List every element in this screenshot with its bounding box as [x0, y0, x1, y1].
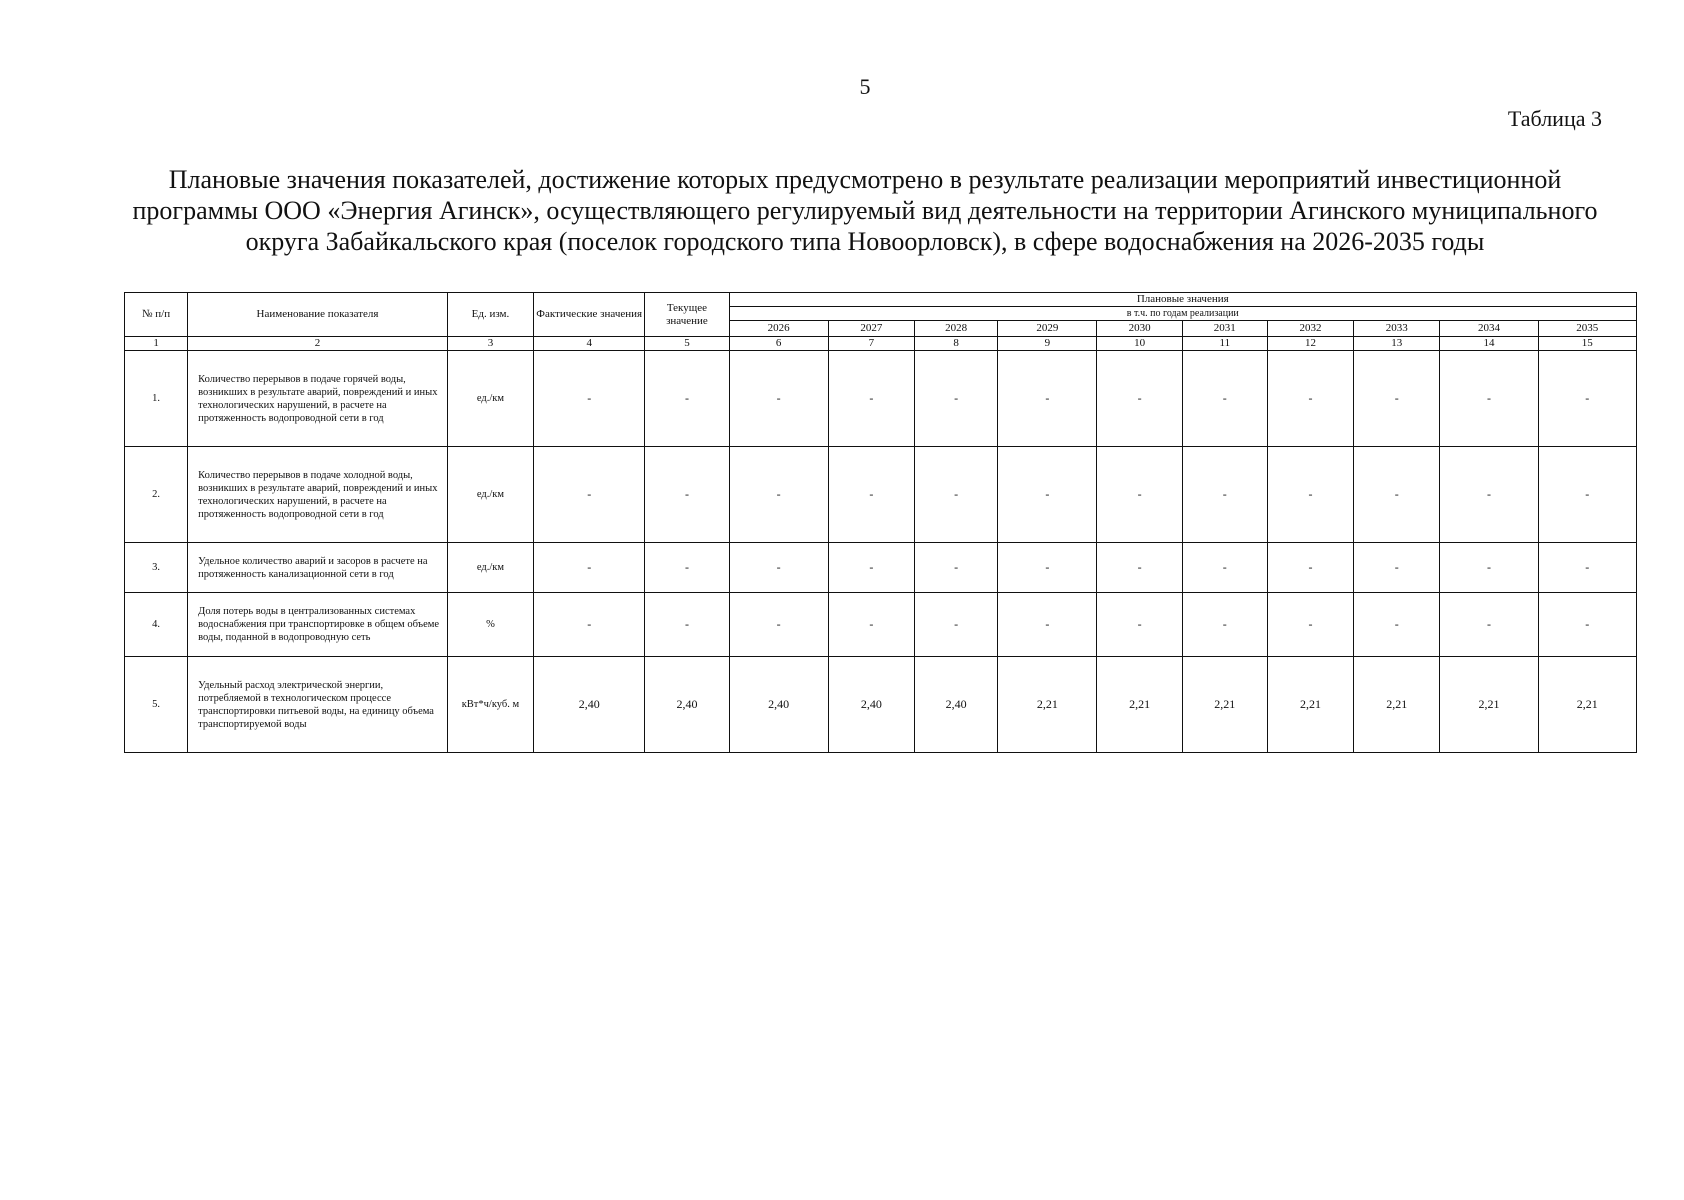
value-cell: -: [1097, 593, 1182, 657]
column-number: 15: [1538, 337, 1636, 351]
header-name: Наименование показателя: [188, 293, 448, 337]
table-body: [125, 337, 1637, 753]
value-cell: -: [645, 593, 729, 657]
header-actual: Фактические значения: [534, 293, 645, 337]
table-label: Таблица 3: [1507, 106, 1602, 131]
column-number: 3: [447, 337, 533, 351]
header-planned: Плановые значения: [729, 293, 1636, 307]
value-cell: 2,40: [645, 657, 729, 753]
value-cell: -: [998, 543, 1097, 593]
value-cell: -: [998, 593, 1097, 657]
value-cell: -: [729, 447, 828, 543]
header-num: № п/п: [125, 293, 188, 337]
value-cell: -: [828, 543, 914, 593]
value-cell: -: [729, 543, 828, 593]
header-year: 2033: [1354, 321, 1440, 337]
value-cell: -: [1267, 351, 1353, 447]
column-number: 14: [1440, 337, 1538, 351]
header-current: Текущее значение: [645, 293, 729, 337]
value-cell: -: [1538, 543, 1636, 593]
header-year: 2027: [828, 321, 914, 337]
column-number: 4: [534, 337, 645, 351]
column-number: 12: [1267, 337, 1353, 351]
table-row: [125, 543, 1637, 593]
column-number: 11: [1182, 337, 1267, 351]
column-number: 7: [828, 337, 914, 351]
value-cell: -: [828, 593, 914, 657]
value-cell: -: [645, 351, 729, 447]
value-cell: -: [915, 447, 998, 543]
value-cell: -: [1354, 351, 1440, 447]
value-cell: 2,40: [534, 657, 645, 753]
value-cell: 2,21: [1354, 657, 1440, 753]
unit-cell: кВт*ч/куб. м: [447, 657, 533, 753]
header-unit: Ед. изм.: [447, 293, 533, 337]
header-year: 2030: [1097, 321, 1182, 337]
row-num: 3.: [125, 543, 188, 593]
value-cell: -: [534, 447, 645, 543]
indicator-name: Доля потерь воды в централизованных системах водоснабжения при транспортировке в общем объеме воды, поданной в водопроводную сеть: [188, 593, 448, 657]
table-row: [125, 593, 1637, 657]
value-cell: 2,40: [915, 657, 998, 753]
value-cell: -: [729, 593, 828, 657]
value-cell: -: [1182, 447, 1267, 543]
indicator-name: Удельный расход электрической энергии, потребляемой в технологическом процессе транспортировки питьевой воды, на единицу объема транспортируемой воды: [188, 657, 448, 753]
column-number: 13: [1354, 337, 1440, 351]
value-cell: -: [915, 543, 998, 593]
column-number: 1: [125, 337, 188, 351]
value-cell: -: [1538, 351, 1636, 447]
row-num: 1.: [125, 351, 188, 447]
column-number: 6: [729, 337, 828, 351]
table-row: [125, 351, 1637, 447]
value-cell: -: [1267, 543, 1353, 593]
value-cell: -: [1440, 351, 1538, 447]
value-cell: -: [998, 351, 1097, 447]
table-row: [125, 657, 1637, 753]
indicator-name: Удельное количество аварий и засоров в расчете на протяженность канализационной сети в год: [188, 543, 448, 593]
header-by-year: в т.ч. по годам реализации: [729, 307, 1636, 321]
page-number: 5: [859, 74, 871, 99]
value-cell: 2,21: [1182, 657, 1267, 753]
value-cell: -: [1267, 447, 1353, 543]
header-year: 2026: [729, 321, 828, 337]
unit-cell: ед./км: [447, 447, 533, 543]
value-cell: -: [828, 351, 914, 447]
value-cell: -: [645, 447, 729, 543]
header-year: 2035: [1538, 321, 1636, 337]
value-cell: -: [534, 593, 645, 657]
value-cell: -: [1354, 447, 1440, 543]
value-cell: -: [1354, 593, 1440, 657]
value-cell: -: [1097, 543, 1182, 593]
column-number: 10: [1097, 337, 1182, 351]
table-header: [125, 293, 1637, 337]
unit-cell: ед./км: [447, 543, 533, 593]
value-cell: -: [1097, 447, 1182, 543]
column-number: 8: [915, 337, 998, 351]
value-cell: -: [1538, 593, 1636, 657]
row-num: 4.: [125, 593, 188, 657]
indicator-name: Количество перерывов в подаче горячей воды, возникших в результате аварий, повреждений и иных технологических нарушений, в расчете на протяженность водопроводной сети в год: [188, 351, 448, 447]
indicators-table: [124, 292, 1637, 753]
value-cell: -: [1354, 543, 1440, 593]
column-number: 9: [998, 337, 1097, 351]
unit-cell: ед./км: [447, 351, 533, 447]
header-year: 2029: [998, 321, 1097, 337]
value-cell: -: [1440, 593, 1538, 657]
value-cell: -: [1182, 351, 1267, 447]
value-cell: -: [915, 593, 998, 657]
value-cell: -: [534, 543, 645, 593]
column-numbers-row: [125, 337, 1637, 351]
row-num: 2.: [125, 447, 188, 543]
value-cell: 2,21: [1097, 657, 1182, 753]
column-number: 2: [188, 337, 448, 351]
value-cell: 2,40: [729, 657, 828, 753]
value-cell: -: [1440, 543, 1538, 593]
indicator-name: Количество перерывов в подаче холодной воды, возникших в результате аварий, повреждений и иных технологических нарушений, в расчете на протяженность водопроводной сети в год: [188, 447, 448, 543]
column-number: 5: [645, 337, 729, 351]
header-year: 2032: [1267, 321, 1353, 337]
value-cell: 2,21: [1538, 657, 1636, 753]
value-cell: -: [1440, 447, 1538, 543]
value-cell: 2,40: [828, 657, 914, 753]
value-cell: -: [1182, 593, 1267, 657]
header-year: 2028: [915, 321, 998, 337]
value-cell: -: [645, 543, 729, 593]
value-cell: -: [534, 351, 645, 447]
value-cell: -: [1097, 351, 1182, 447]
value-cell: -: [998, 447, 1097, 543]
header-year: 2031: [1182, 321, 1267, 337]
value-cell: 2,21: [1267, 657, 1353, 753]
document-title: Плановые значения показателей, достижение которых предусмотрено в результате реализации мероприятий инвестиционной программы ООО «Энергия Агинск», осуществляющего регулируемый вид деятельности на территории Агинского муниципального округа Забайкальского края (поселок городского типа Новоорловск), в сфере водоснабжения на 2026-2035 годы: [132, 165, 1598, 256]
header-year: 2034: [1440, 321, 1538, 337]
value-cell: -: [915, 351, 998, 447]
table-row: [125, 447, 1637, 543]
value-cell: -: [1267, 593, 1353, 657]
value-cell: -: [828, 447, 914, 543]
value-cell: 2,21: [1440, 657, 1538, 753]
value-cell: -: [729, 351, 828, 447]
value-cell: -: [1182, 543, 1267, 593]
value-cell: 2,21: [998, 657, 1097, 753]
row-num: 5.: [125, 657, 188, 753]
value-cell: -: [1538, 447, 1636, 543]
unit-cell: %: [447, 593, 533, 657]
